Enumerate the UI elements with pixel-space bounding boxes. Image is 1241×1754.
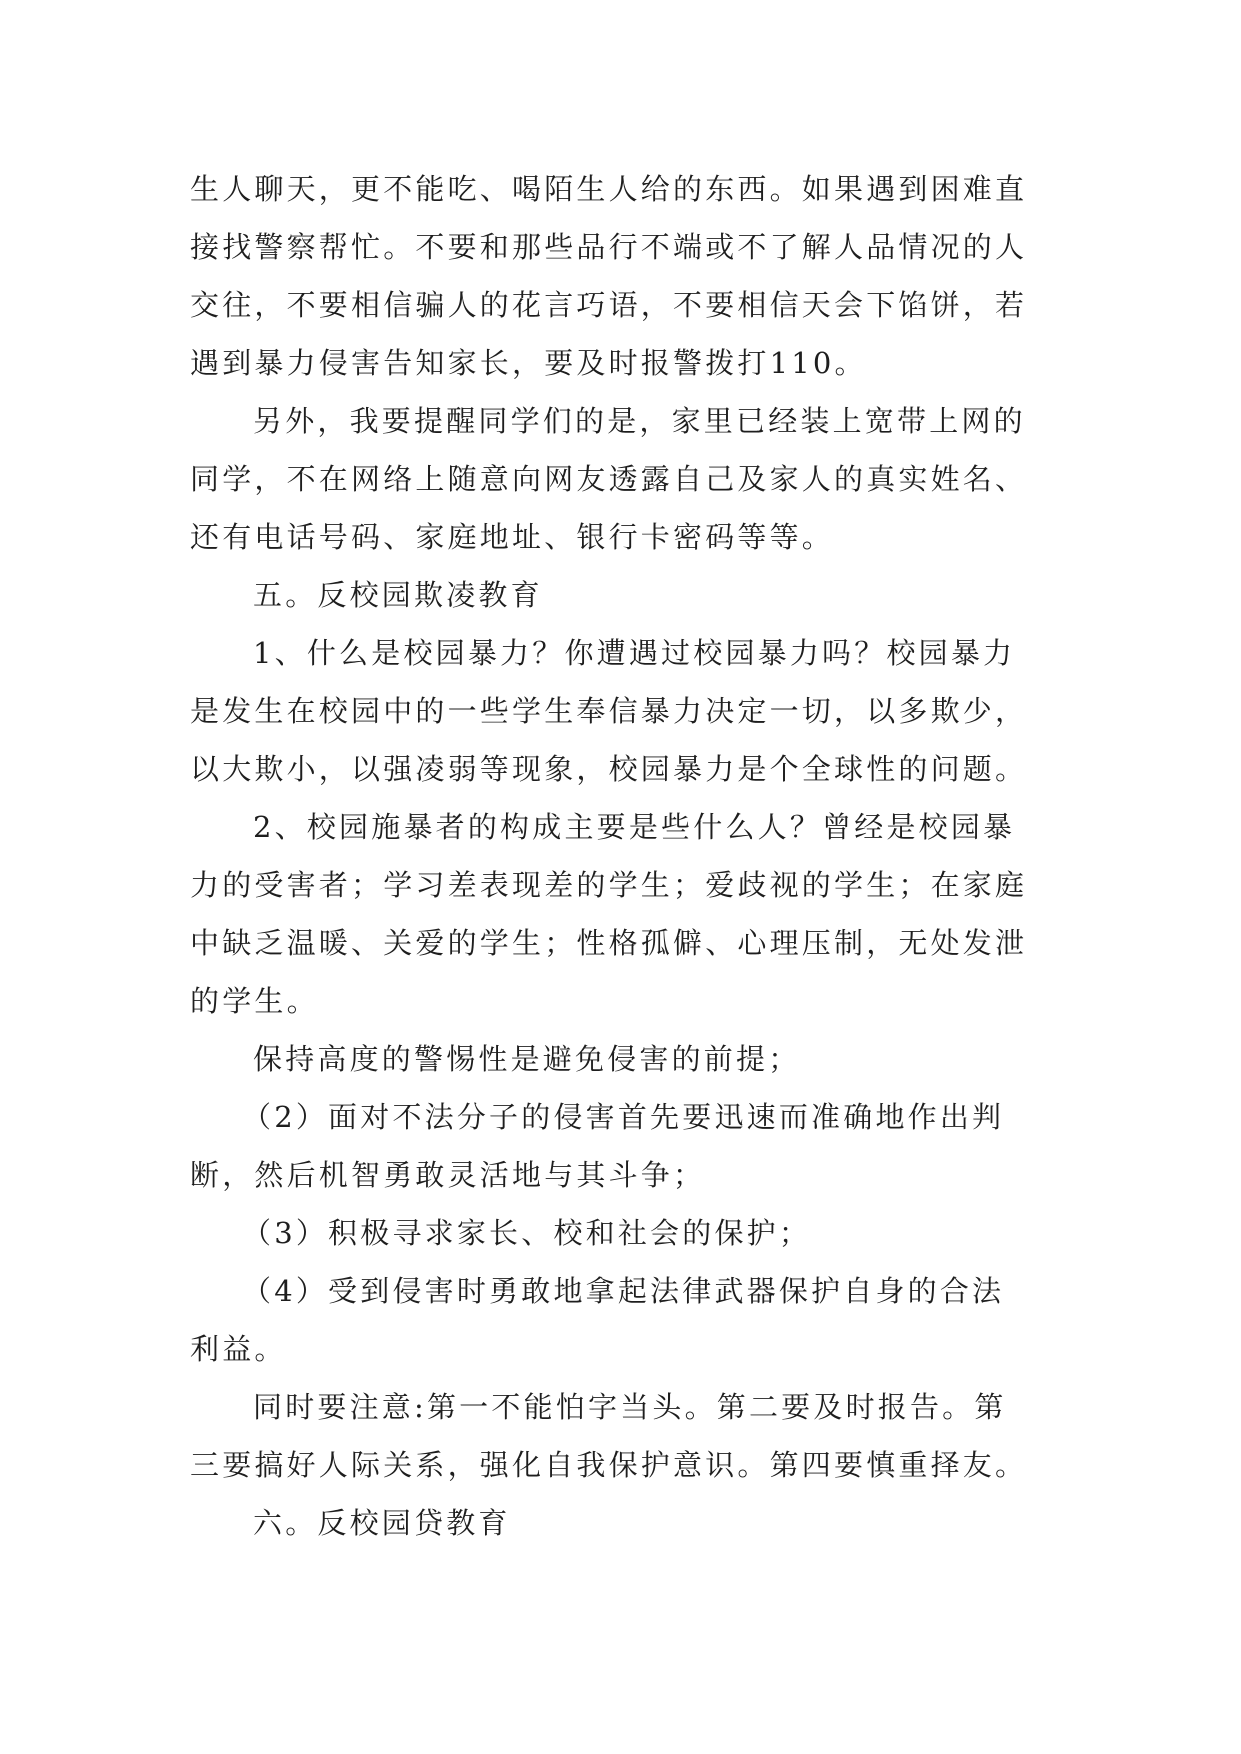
text-line: 交往，不要相信骗人的花言巧语，不要相信天会下馅饼，若 <box>190 288 1028 322</box>
text-line: 生人聊天，更不能吃、喝陌生人给的东西。如果遇到困难直 <box>190 172 1028 206</box>
text-line: （3）积极寻求家长、校和社会的保护； <box>242 1216 812 1250</box>
text-line: 保持高度的警惕性是避免侵害的前提； <box>253 1042 801 1076</box>
list-item-4 <box>190 1262 1070 1378</box>
text-line: 利益。 <box>190 1332 287 1366</box>
text-line: 同学，不在网络上随意向网友透露自己及家人的真实姓名、 <box>190 462 1028 496</box>
section-heading-anti-bullying <box>190 566 1070 624</box>
section-heading-anti-campus-loan <box>190 1494 1070 1552</box>
text-line: 遇到暴力侵害告知家长，要及时报警拨打110。 <box>190 346 867 380</box>
section-heading: 五。反校园欺凌教育 <box>253 578 543 612</box>
text-line: 中缺乏温暖、关爱的学生；性格孤僻、心理压制，无处发泄 <box>190 926 1028 960</box>
text-line: 是发生在校园中的一些学生奉信暴力决定一切，以多欺少， <box>190 694 1028 728</box>
paragraph-vigilance <box>190 1030 1070 1088</box>
text-line: 1、什么是校园暴力？你遭遇过校园暴力吗？校园暴力 <box>253 636 1016 670</box>
text-line: 以大欺小，以强凌弱等现象，校园暴力是个全球性的问题。 <box>190 752 1028 786</box>
paragraph-safety-strangers <box>190 160 1070 392</box>
paragraph-what-is-school-violence <box>190 624 1070 798</box>
paragraph-precautions <box>190 1378 1070 1494</box>
text-line: 力的受害者；学习差表现差的学生；爱歧视的学生；在家庭 <box>190 868 1028 902</box>
paragraph-online-safety <box>190 392 1070 566</box>
text-line: 另外，我要提醒同学们的是，家里已经装上宽带上网的 <box>253 404 1026 438</box>
paragraph-who-are-bullies <box>190 798 1070 1030</box>
text-line: （2）面对不法分子的侵害首先要迅速而准确地作出判 <box>242 1100 1005 1134</box>
text-line: 还有电话号码、家庭地址、银行卡密码等等。 <box>190 520 835 554</box>
text-line: （4）受到侵害时勇敢地拿起法律武器保护自身的合法 <box>242 1274 1005 1308</box>
text-line: 接找警察帮忙。不要和那些品行不端或不了解人品情况的人 <box>190 230 1028 264</box>
text-line: 同时要注意:第一不能怕字当头。第二要及时报告。第 <box>253 1390 1007 1424</box>
text-line: 断，然后机智勇敢灵活地与其斗争； <box>190 1158 706 1192</box>
list-item-3 <box>190 1204 1070 1262</box>
text-line: 的学生。 <box>190 984 319 1018</box>
document-body <box>190 160 1070 1552</box>
text-line: 三要搞好人际关系，强化自我保护意识。第四要慎重择友。 <box>190 1448 1028 1482</box>
list-item-2 <box>190 1088 1070 1204</box>
text-line: 2、校园施暴者的构成主要是些什么人？曾经是校园暴 <box>253 810 1016 844</box>
section-heading: 六。反校园贷教育 <box>253 1506 511 1540</box>
